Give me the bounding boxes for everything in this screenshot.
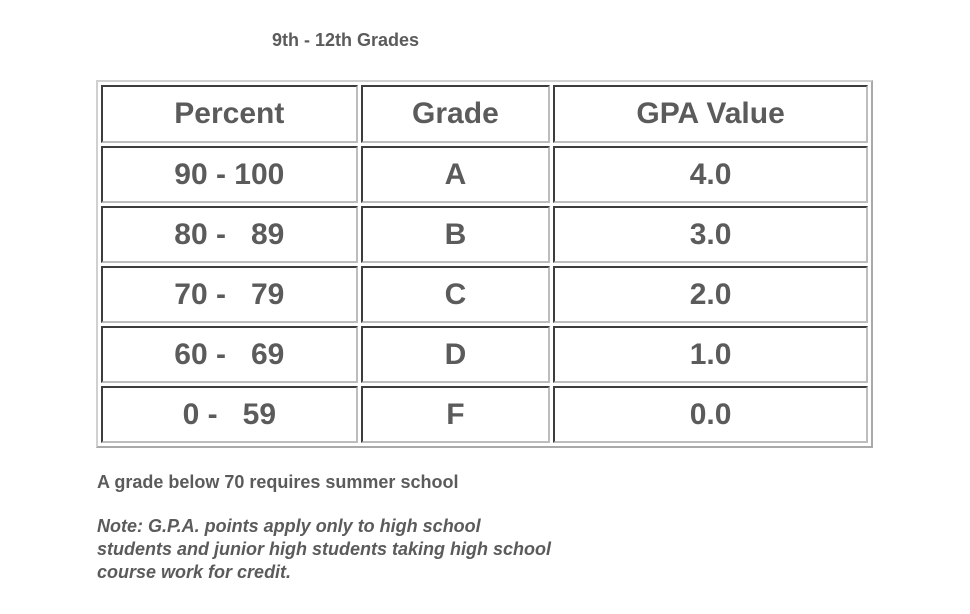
- percent-cell: 80 - 89: [101, 206, 358, 263]
- percent-cell: 90 - 100: [101, 146, 358, 203]
- table-header-row: [101, 85, 868, 143]
- grade-table: [96, 80, 873, 448]
- gpa-cell: 4.0: [553, 146, 868, 203]
- grade-cell: B: [361, 206, 550, 263]
- gpa-cell: 1.0: [553, 326, 868, 383]
- table-caption: 9th - 12th Grades: [272, 30, 420, 50]
- grade-cell: A: [361, 146, 550, 203]
- table-row: [101, 266, 868, 323]
- gpa-cell: 2.0: [553, 266, 868, 323]
- table-row: [101, 206, 868, 263]
- header-gpa-value: GPA Value: [553, 85, 868, 143]
- table-row: [101, 326, 868, 383]
- header-percent: Percent: [101, 85, 358, 143]
- percent-cell: 60 - 69: [101, 326, 358, 383]
- summer-school-note: A grade below 70 requires summer school: [97, 472, 459, 492]
- table-row: [101, 146, 868, 203]
- grade-cell: F: [361, 386, 550, 443]
- percent-cell: 0 - 59: [101, 386, 358, 443]
- percent-cell: 70 - 79: [101, 266, 358, 323]
- grade-table-container: [96, 80, 873, 448]
- gpa-cell: 0.0: [553, 386, 868, 443]
- grade-cell: D: [361, 326, 550, 383]
- gpa-cell: 3.0: [553, 206, 868, 263]
- header-grade: Grade: [361, 85, 550, 143]
- table-row: [101, 386, 868, 443]
- grade-cell: C: [361, 266, 550, 323]
- gpa-points-note: Note: G.P.A. points apply only to high school students and junior high students taking high school course work for credit.: [97, 516, 551, 582]
